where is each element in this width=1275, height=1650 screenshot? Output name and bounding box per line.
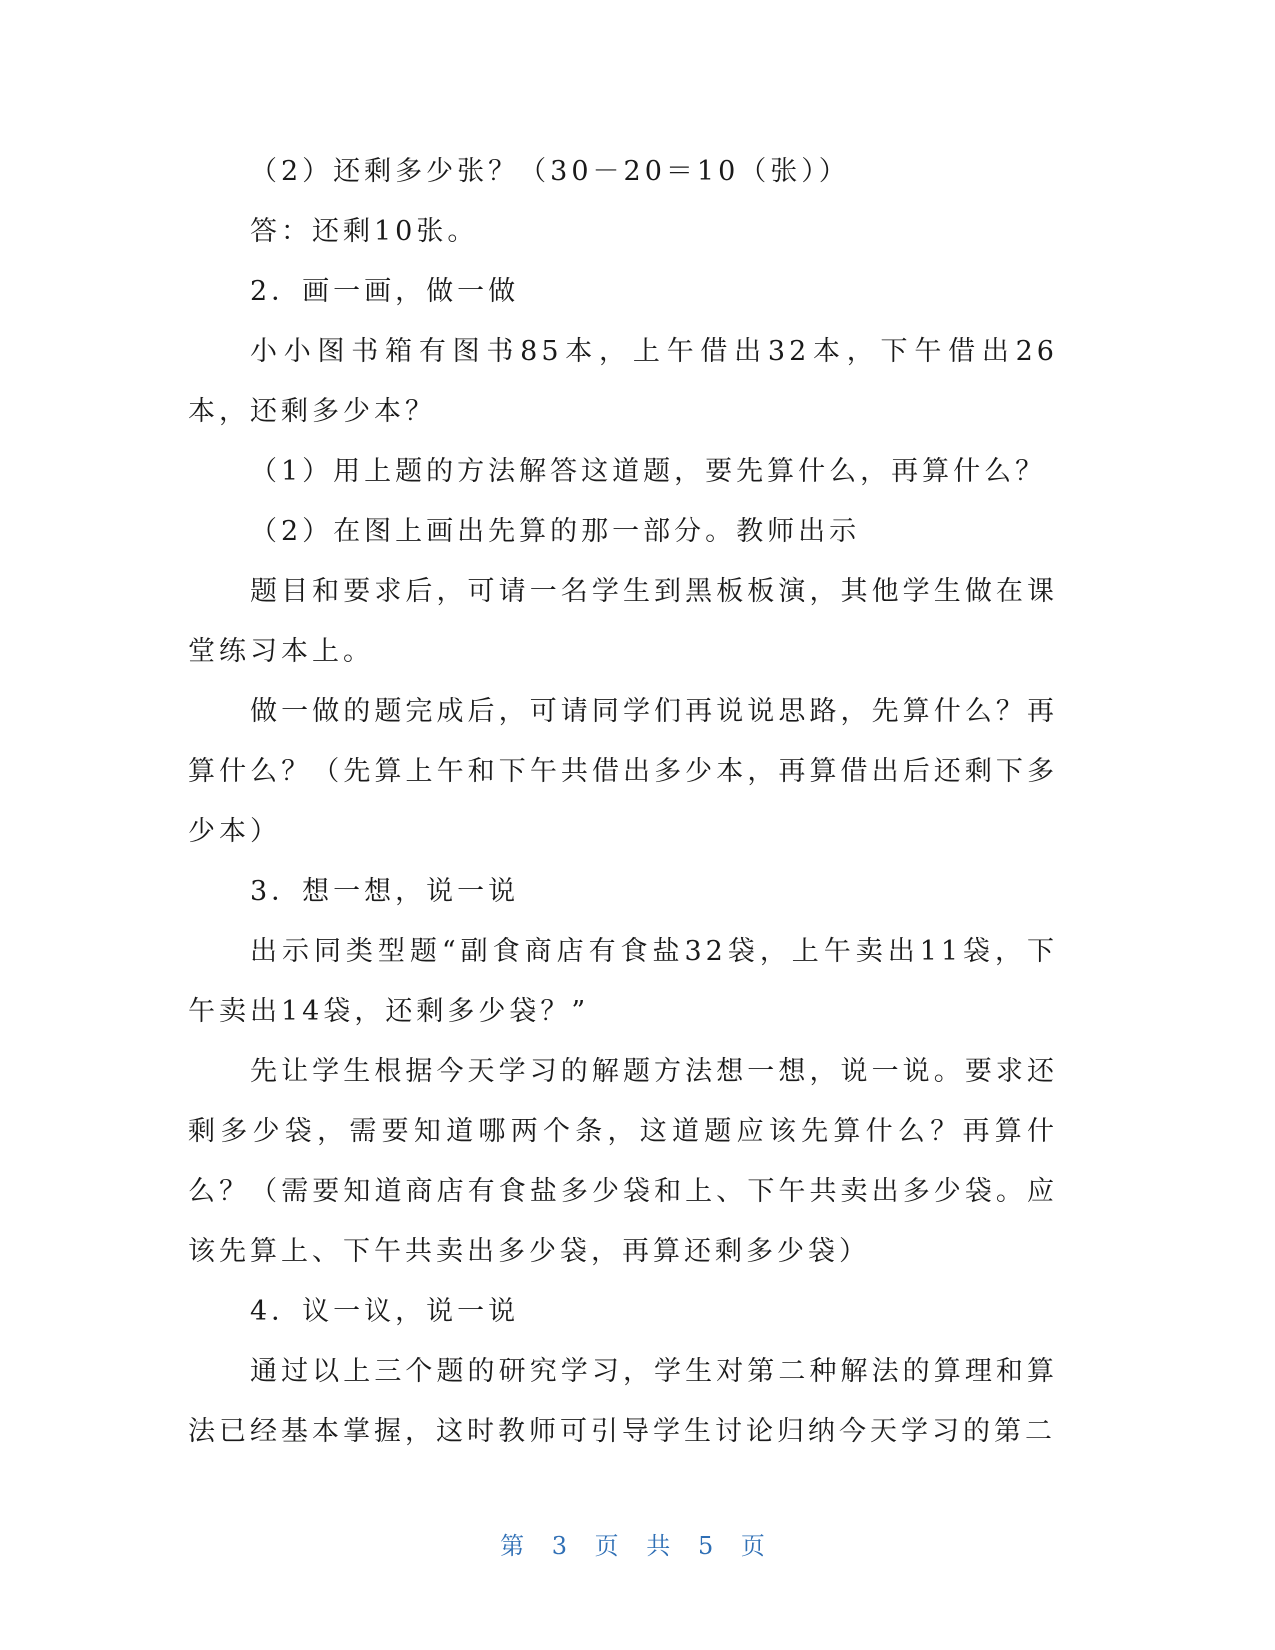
section-heading-3: 3．想一想，说一说 bbox=[250, 876, 520, 907]
paragraph-answer: 答：还剩10张。 bbox=[250, 216, 479, 247]
paragraph-subquestion-1: （1）用上题的方法解答这道题，要先算什么，再算什么？ bbox=[250, 456, 1047, 487]
paragraph-think-say: 先让学生根据今天学习的解题方法想一想，说一说。要求还剩多少袋，需要知道哪两个条，这道题应该先算什么？再算什么？（需要知道商店有食盐多少袋和上、下午共卖出多少袋。应该先算上、下午共卖出多少袋，再算还剩多少袋） bbox=[188, 1056, 1058, 1267]
document-body bbox=[188, 142, 1058, 1462]
paragraph-problem-salt: 出示同类型题“副食商店有食盐32袋，上午卖出11袋，下午卖出14袋，还剩多少袋？” bbox=[188, 936, 1058, 1027]
page-footer bbox=[0, 1526, 1275, 1561]
section-heading-2: 2．画一画，做一做 bbox=[250, 276, 520, 307]
paragraph-discussion: 做一做的题完成后，可请同学们再说说思路，先算什么？再算什么？（先算上午和下午共借出多少本，再算借出后还剩下多少本） bbox=[188, 696, 1058, 847]
page-number-label: 第 3 页 共 5 页 bbox=[500, 1532, 775, 1560]
paragraph-problem-books: 小小图书箱有图书85本，上午借出32本，下午借出26本，还剩多少本？ bbox=[188, 336, 1058, 427]
section-heading-4: 4．议一议，说一说 bbox=[250, 1296, 520, 1327]
paragraph-answer-step-2: （2）还剩多少张？（30－20＝10（张）） bbox=[250, 156, 850, 187]
paragraph-summary: 通过以上三个题的研究学习，学生对第二种解法的算理和算法已经基本掌握，这时教师可引导学生讨论归纳今天学习的第二 bbox=[188, 1356, 1058, 1447]
paragraph-teacher-instruction: 题目和要求后，可请一名学生到黑板板演，其他学生做在课堂练习本上。 bbox=[188, 576, 1058, 667]
paragraph-subquestion-2: （2）在图上画出先算的那一部分。教师出示 bbox=[250, 516, 861, 547]
